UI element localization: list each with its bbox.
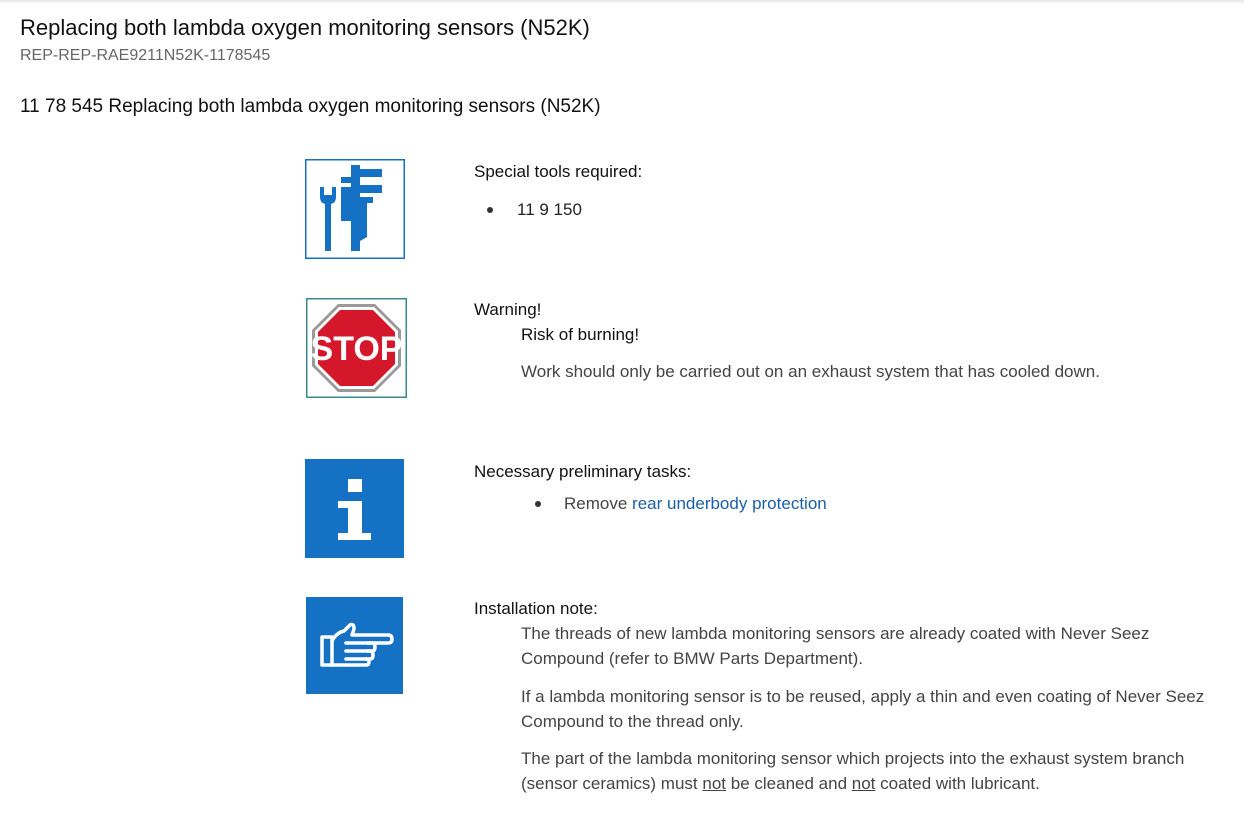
preliminary-label: Necessary preliminary tasks: [474,462,692,481]
document-id: REP-REP-RAE9211N52K-1178545 [20,47,271,64]
installation-paragraph-3 [521,746,1184,796]
stop-sign-text: STOP [310,330,403,368]
preliminary-item [564,491,827,516]
p3-not-1: not [702,774,727,793]
stop-sign-icon [306,298,407,398]
installation-paragraph-2 [521,684,1204,734]
installation-p3-line2 [521,771,1184,796]
warning-text: Work should only be carried out on an exhaust system that has cooled down. [521,362,1100,381]
procedure-title: 11 78 545 Replacing both lambda oxygen monitoring sensors (N52K) [20,96,601,117]
installation-label: Installation note: [474,599,598,618]
tool-link-11-9-150[interactable]: 11 9 150 [517,200,582,219]
page-title: Replacing both lambda oxygen monitoring sensors (N52K) [20,15,590,40]
installation-paragraph-1 [521,621,1149,671]
p3-pre: (sensor ceramics) must [521,774,698,793]
installation-p3-line1: The part of the lambda monitoring sensor which projects into the exhaust system branch [521,749,1185,768]
p3-not-2: not [851,774,876,793]
warning-heading: Risk of burning! [521,325,640,344]
tools-icon [305,159,405,259]
p3-mid: be cleaned and [730,774,848,793]
p3-post: coated with lubricant. [880,774,1040,793]
warning-label: Warning! [474,300,542,319]
pointing-hand-icon [306,597,403,694]
installation-p2-line2: Compound to the thread only. [521,712,744,731]
info-icon [305,459,404,558]
preliminary-item-prefix: Remove [564,494,628,513]
top-shadow [0,0,1244,4]
tools-label: Special tools required: [474,162,643,181]
installation-p1-line1: The threads of new lambda monitoring sensors are already coated with Never Seez [521,624,1150,643]
bullet [535,501,541,507]
bullet [487,207,493,213]
installation-p2-line1: If a lambda monitoring sensor is to be reused, apply a thin and even coating of Never Seez [521,687,1205,706]
rear-underbody-protection-link[interactable]: rear underbody protection [632,494,827,513]
installation-p1-line2: Compound (refer to BMW Parts Department). [521,649,864,668]
